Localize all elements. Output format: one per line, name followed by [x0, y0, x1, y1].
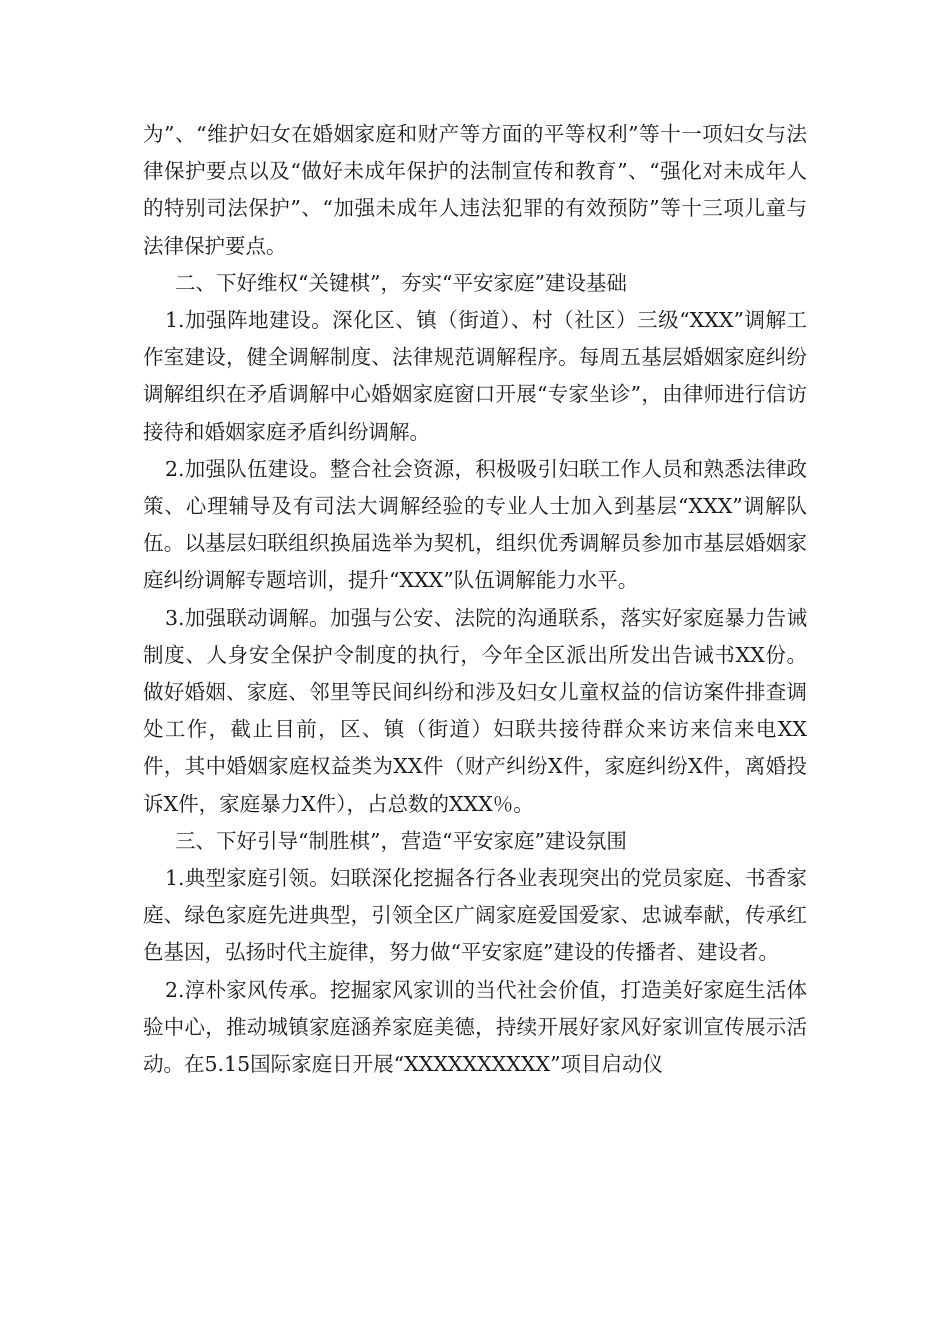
paragraph-model-families: 1.典型家庭引领。妇联深化挖掘各行各业表现突出的党员家庭、书香家庭、绿色家庭先进典型，引领全区广阔家庭爱国爱家、忠诚奉献，传承红色基因，弘扬时代主旋律，努力做“平安家庭”建设的传播者、建设者。	[143, 866, 807, 965]
paragraph-joint-mediation: 3.加强联动调解。加强与公安、法院的沟通联系，落实好家庭暴力告诫制度、人身安全保护令制度的执行，今年全区派出所发出告诫书XX份。做好婚姻、家庭、邻里等民间纠纷和涉及妇女儿童权益的信访案件排查调处工作，截止目前，区、镇（街道）妇联共接待群众来访来信来电XX件，其中婚姻家庭权益类为XX件（财产纠纷X件，家庭纠纷X件，离婚投诉X件，家庭暴力X件），占总数的XXX％。	[143, 605, 807, 816]
section-heading-two: 二、下好维权“关键棋”，夯实“平安家庭”建设基础	[175, 270, 627, 295]
paragraph-continued: 为”、“维护妇女在婚姻家庭和财产等方面的平等权利”等十一项妇女与法律保护要点以及“做好未成年保护的法制宣传和教育”、“强化对未成年人的特别司法保护”、“加强未成年人违法犯罪的有效预防”等十三项儿童与法律保护要点。	[143, 122, 807, 258]
section-heading-three: 三、下好引导“制胜棋”，营造“平安家庭”建设氛围	[175, 828, 627, 853]
document-body	[143, 116, 807, 1083]
paragraph-team-building: 2.加强队伍建设。整合社会资源，积极吸引妇联工作人员和熟悉法律政策、心理辅导及有司法大调解经验的专业人士加入到基层“XXX”调解队伍。以基层妇联组织换届选举为契机，组织优秀调解员参加市基层婚姻家庭纠纷调解专题培训，提升“XXX”队伍调解能力水平。	[143, 456, 807, 593]
paragraph-position-building: 1.加强阵地建设。深化区、镇（街道）、村（社区）三级“XXX”调解工作室建设，健全调解制度、法律规范调解程序。每周五基层婚姻家庭纠纷调解组织在矛盾调解中心婚姻家庭窗口开展“专家坐诊”，由律师进行信访接待和婚姻家庭矛盾纠纷调解。	[143, 308, 807, 444]
paragraph-family-tradition: 2.淳朴家风传承。挖掘家风家训的当代社会价值，打造美好家庭生活体验中心，推动城镇家庭涵养家庭美德，持续开展好家风好家训宣传展示活动。在5.15国际家庭日开展“XXXXXXXXXX”项目启动仪	[143, 977, 807, 1077]
